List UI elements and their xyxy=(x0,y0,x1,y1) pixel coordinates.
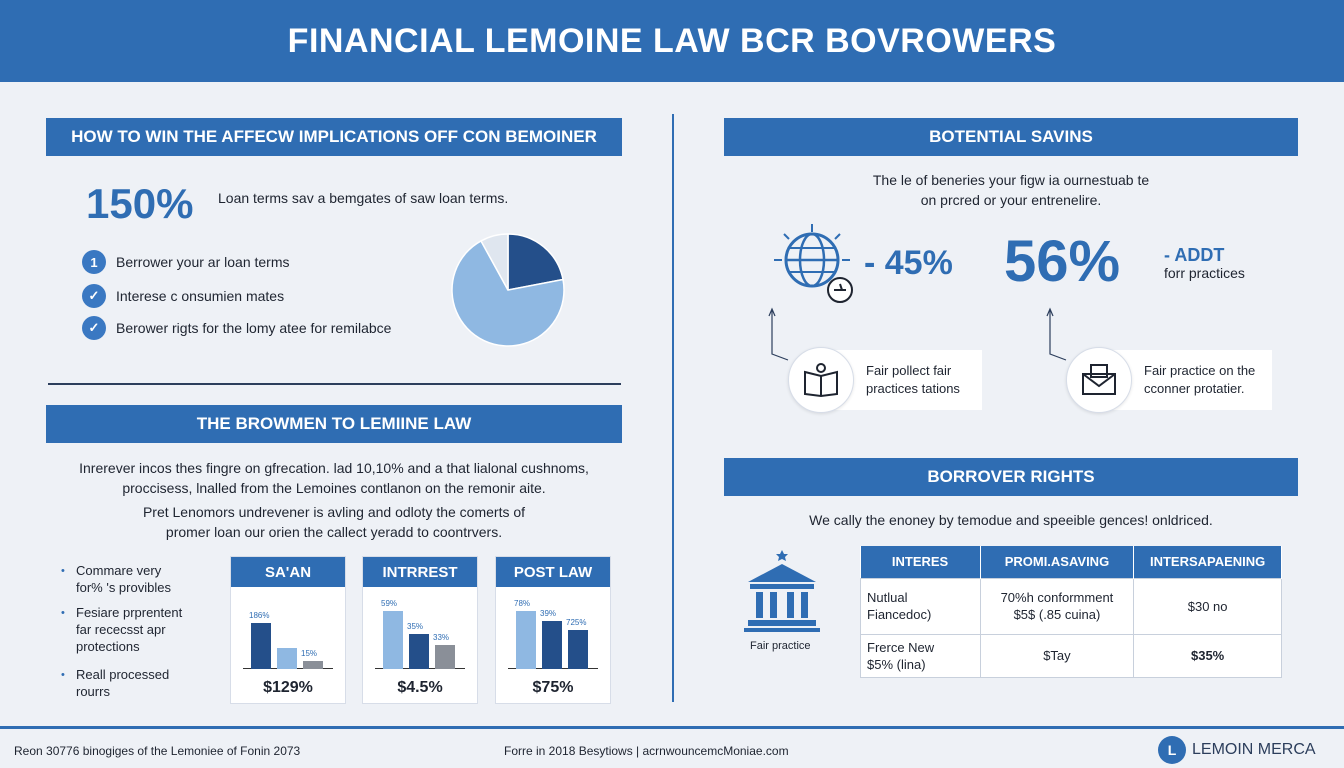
small-bullet-line: Fesiare prprentent xyxy=(76,605,183,620)
check-icon: ✓ xyxy=(82,284,106,308)
mini-chart-bar xyxy=(251,623,271,669)
book-icon xyxy=(788,347,854,413)
building-caption: Fair practice xyxy=(750,640,811,652)
mini-bar-chart xyxy=(230,556,346,704)
section-banner-label: THE BROWMEN TO LEMIINE LAW xyxy=(196,414,472,433)
savings-big-percentage: 56% xyxy=(1004,229,1121,294)
small-bullet-item xyxy=(61,562,171,596)
mini-chart-bar-label: 15% xyxy=(301,649,318,658)
bullet-item xyxy=(82,284,284,308)
bullet-dot-icon: • xyxy=(61,607,65,619)
arrow-connector-icon xyxy=(766,306,796,366)
paragraph-line: proccisess, lnalled from the Lemoines contlanon on the remonir aite. xyxy=(122,480,546,496)
savings-intro xyxy=(724,170,1298,210)
table-header-cell: INTERES xyxy=(861,546,981,578)
paragraph-line: The le of beneries your figw ia ournestuab te xyxy=(872,172,1150,188)
mini-chart-bar xyxy=(435,645,455,669)
section-banner-lemoine-law xyxy=(46,405,622,443)
table-cell: $30 no xyxy=(1134,578,1282,634)
cell-line: 70%h conformment xyxy=(1000,590,1114,605)
second-paragraph xyxy=(46,502,622,542)
mini-chart-title: INTRREST xyxy=(363,557,477,587)
table-cell xyxy=(980,578,1134,634)
section-banner-savings xyxy=(724,118,1298,156)
small-bullet-line: far rececsst apr xyxy=(76,622,166,637)
mini-chart-bar xyxy=(409,634,429,669)
bullet-dot-icon: • xyxy=(61,669,65,681)
section-banner-label: HOW TO WIN THE AFFECW IMPLICATIONS OFF CON BEMOINER xyxy=(71,127,597,146)
bullet-dot-icon: • xyxy=(61,565,65,577)
cell-line: Nutlual xyxy=(867,590,908,605)
table-cell xyxy=(861,634,981,677)
section-banner-label: BORROVER RIGHTS xyxy=(927,467,1095,486)
card-line: Fair pollect fair xyxy=(866,363,952,378)
mini-chart-bar-label: 59% xyxy=(381,599,398,608)
bullet-text: Interese c onsumien mates xyxy=(116,288,285,304)
small-bullet-item xyxy=(61,666,170,700)
horizontal-divider xyxy=(48,383,621,385)
section-banner-implications xyxy=(46,118,622,156)
table-header-cell: PROMI.ASAVING xyxy=(980,546,1134,578)
table-row xyxy=(861,578,1282,634)
mini-chart-bar-label: 39% xyxy=(540,609,557,618)
mini-chart-bar xyxy=(383,611,403,669)
bullet-text: Berrower your ar loan terms xyxy=(116,254,290,270)
small-bullet-line: rourrs xyxy=(76,684,110,699)
cell-line: $5$ (.85 cuina) xyxy=(1013,607,1101,622)
mini-bar-chart xyxy=(362,556,478,704)
pie-chart xyxy=(450,230,566,348)
page-title: FINANCIAL LEMOINE LAW BCR BOVROWERS xyxy=(287,21,1057,60)
rights-intro: We cally the enoney by temodue and speeible gences! onldriced. xyxy=(809,512,1213,528)
mini-chart-bar xyxy=(568,630,588,669)
mini-chart-bar-label: 78% xyxy=(514,599,531,608)
mini-chart-bar xyxy=(303,661,323,669)
table-cell xyxy=(861,578,981,634)
mini-chart-bar-label: 33% xyxy=(433,633,450,642)
table-cell: $Tay xyxy=(980,634,1134,677)
paragraph-line: Inrerever incos thes fingre on gfrecation. lad 10,10% and a that lialonal cushnoms, xyxy=(79,460,589,476)
bullet-item xyxy=(82,250,290,274)
small-bullet-line: for% 's provibles xyxy=(76,580,171,595)
mini-chart-total: $129% xyxy=(263,679,313,696)
cell-line: Fiancedoc) xyxy=(867,607,932,622)
brand-name: LEMOIN MERCA xyxy=(1192,741,1316,758)
paragraph-line: promer loan our orien the callect yeradd to coontrvers. xyxy=(165,524,503,540)
mini-chart-bar xyxy=(277,648,297,669)
card-line: cconner protatier. xyxy=(1144,381,1245,396)
info-card-fair-policy xyxy=(808,350,982,410)
mini-bar-chart xyxy=(495,556,611,704)
mini-chart-total: $75% xyxy=(532,679,574,696)
brand-logo-icon: L xyxy=(1158,736,1186,764)
cell-line: Frerce New xyxy=(867,639,935,655)
cell-line: $5% (lina) xyxy=(867,656,926,672)
mini-chart-title: SA'AN xyxy=(231,557,345,587)
section-banner-label: BOTENTIAL SAVINS xyxy=(929,127,1093,146)
mini-chart-bar xyxy=(516,611,536,669)
section-banner-borrower-rights xyxy=(724,458,1298,496)
mini-chart-title: POST LAW xyxy=(496,557,610,587)
mini-chart-total: $4.5% xyxy=(397,679,443,696)
table-row xyxy=(861,634,1282,677)
mini-chart-bar xyxy=(542,621,562,669)
small-bullet-line: protections xyxy=(76,639,140,654)
mini-chart-bar-label: 186% xyxy=(249,611,270,620)
table-header-row xyxy=(861,546,1282,578)
number-one-icon: 1 xyxy=(82,250,106,274)
addt-subtitle: forr practices xyxy=(1164,265,1245,281)
card-line: Fair practice on the xyxy=(1144,363,1256,378)
mini-chart-bar-label: 35% xyxy=(407,622,424,631)
small-bullet-line: Commare very xyxy=(76,563,162,578)
footer-divider xyxy=(0,726,1344,729)
paragraph-line: on prcred or your entrenelire. xyxy=(920,192,1102,208)
table-header-cell: INTERSAPAENING xyxy=(1134,546,1282,578)
bullet-text: Berower rigts for the lomy atee for remilabce xyxy=(116,320,392,336)
footer-source: Reon 30776 binogiges of the Lemoniee of Fonin 2073 xyxy=(14,744,301,758)
vertical-divider xyxy=(672,114,674,702)
intro-paragraph xyxy=(46,458,622,498)
arrow-connector-icon xyxy=(1044,306,1074,366)
addt-title: - ADDT xyxy=(1164,245,1225,265)
small-bullet-item xyxy=(61,604,183,655)
rights-table xyxy=(860,546,1282,678)
bullet-item xyxy=(82,316,391,340)
envelope-icon xyxy=(1066,347,1132,413)
card-line: practices tations xyxy=(866,381,960,396)
big-percentage: 150% xyxy=(86,180,194,227)
addt-label xyxy=(1164,246,1245,282)
check-icon: ✓ xyxy=(82,316,106,340)
small-bullet-line: Reall processed xyxy=(76,667,170,682)
savings-percentage: - 45% xyxy=(864,244,953,282)
brand-mark xyxy=(1158,736,1316,764)
big-percentage-caption: Loan terms sav a bemgates of saw loan terms. xyxy=(218,190,509,206)
page-header xyxy=(0,0,1344,82)
info-card-fair-practice xyxy=(1086,350,1272,410)
table-cell: $35% xyxy=(1134,634,1282,677)
globe-icon xyxy=(770,220,860,308)
mini-chart-bar-label: 725% xyxy=(566,618,587,627)
footer-link[interactable]: Forre in 2018 Besytiows | acrnwouncemcMoniae.com xyxy=(504,744,789,758)
bank-building-icon xyxy=(742,548,822,634)
paragraph-line: Pret Lenomors undrevener is avling and odloty the comerts of xyxy=(142,504,526,520)
